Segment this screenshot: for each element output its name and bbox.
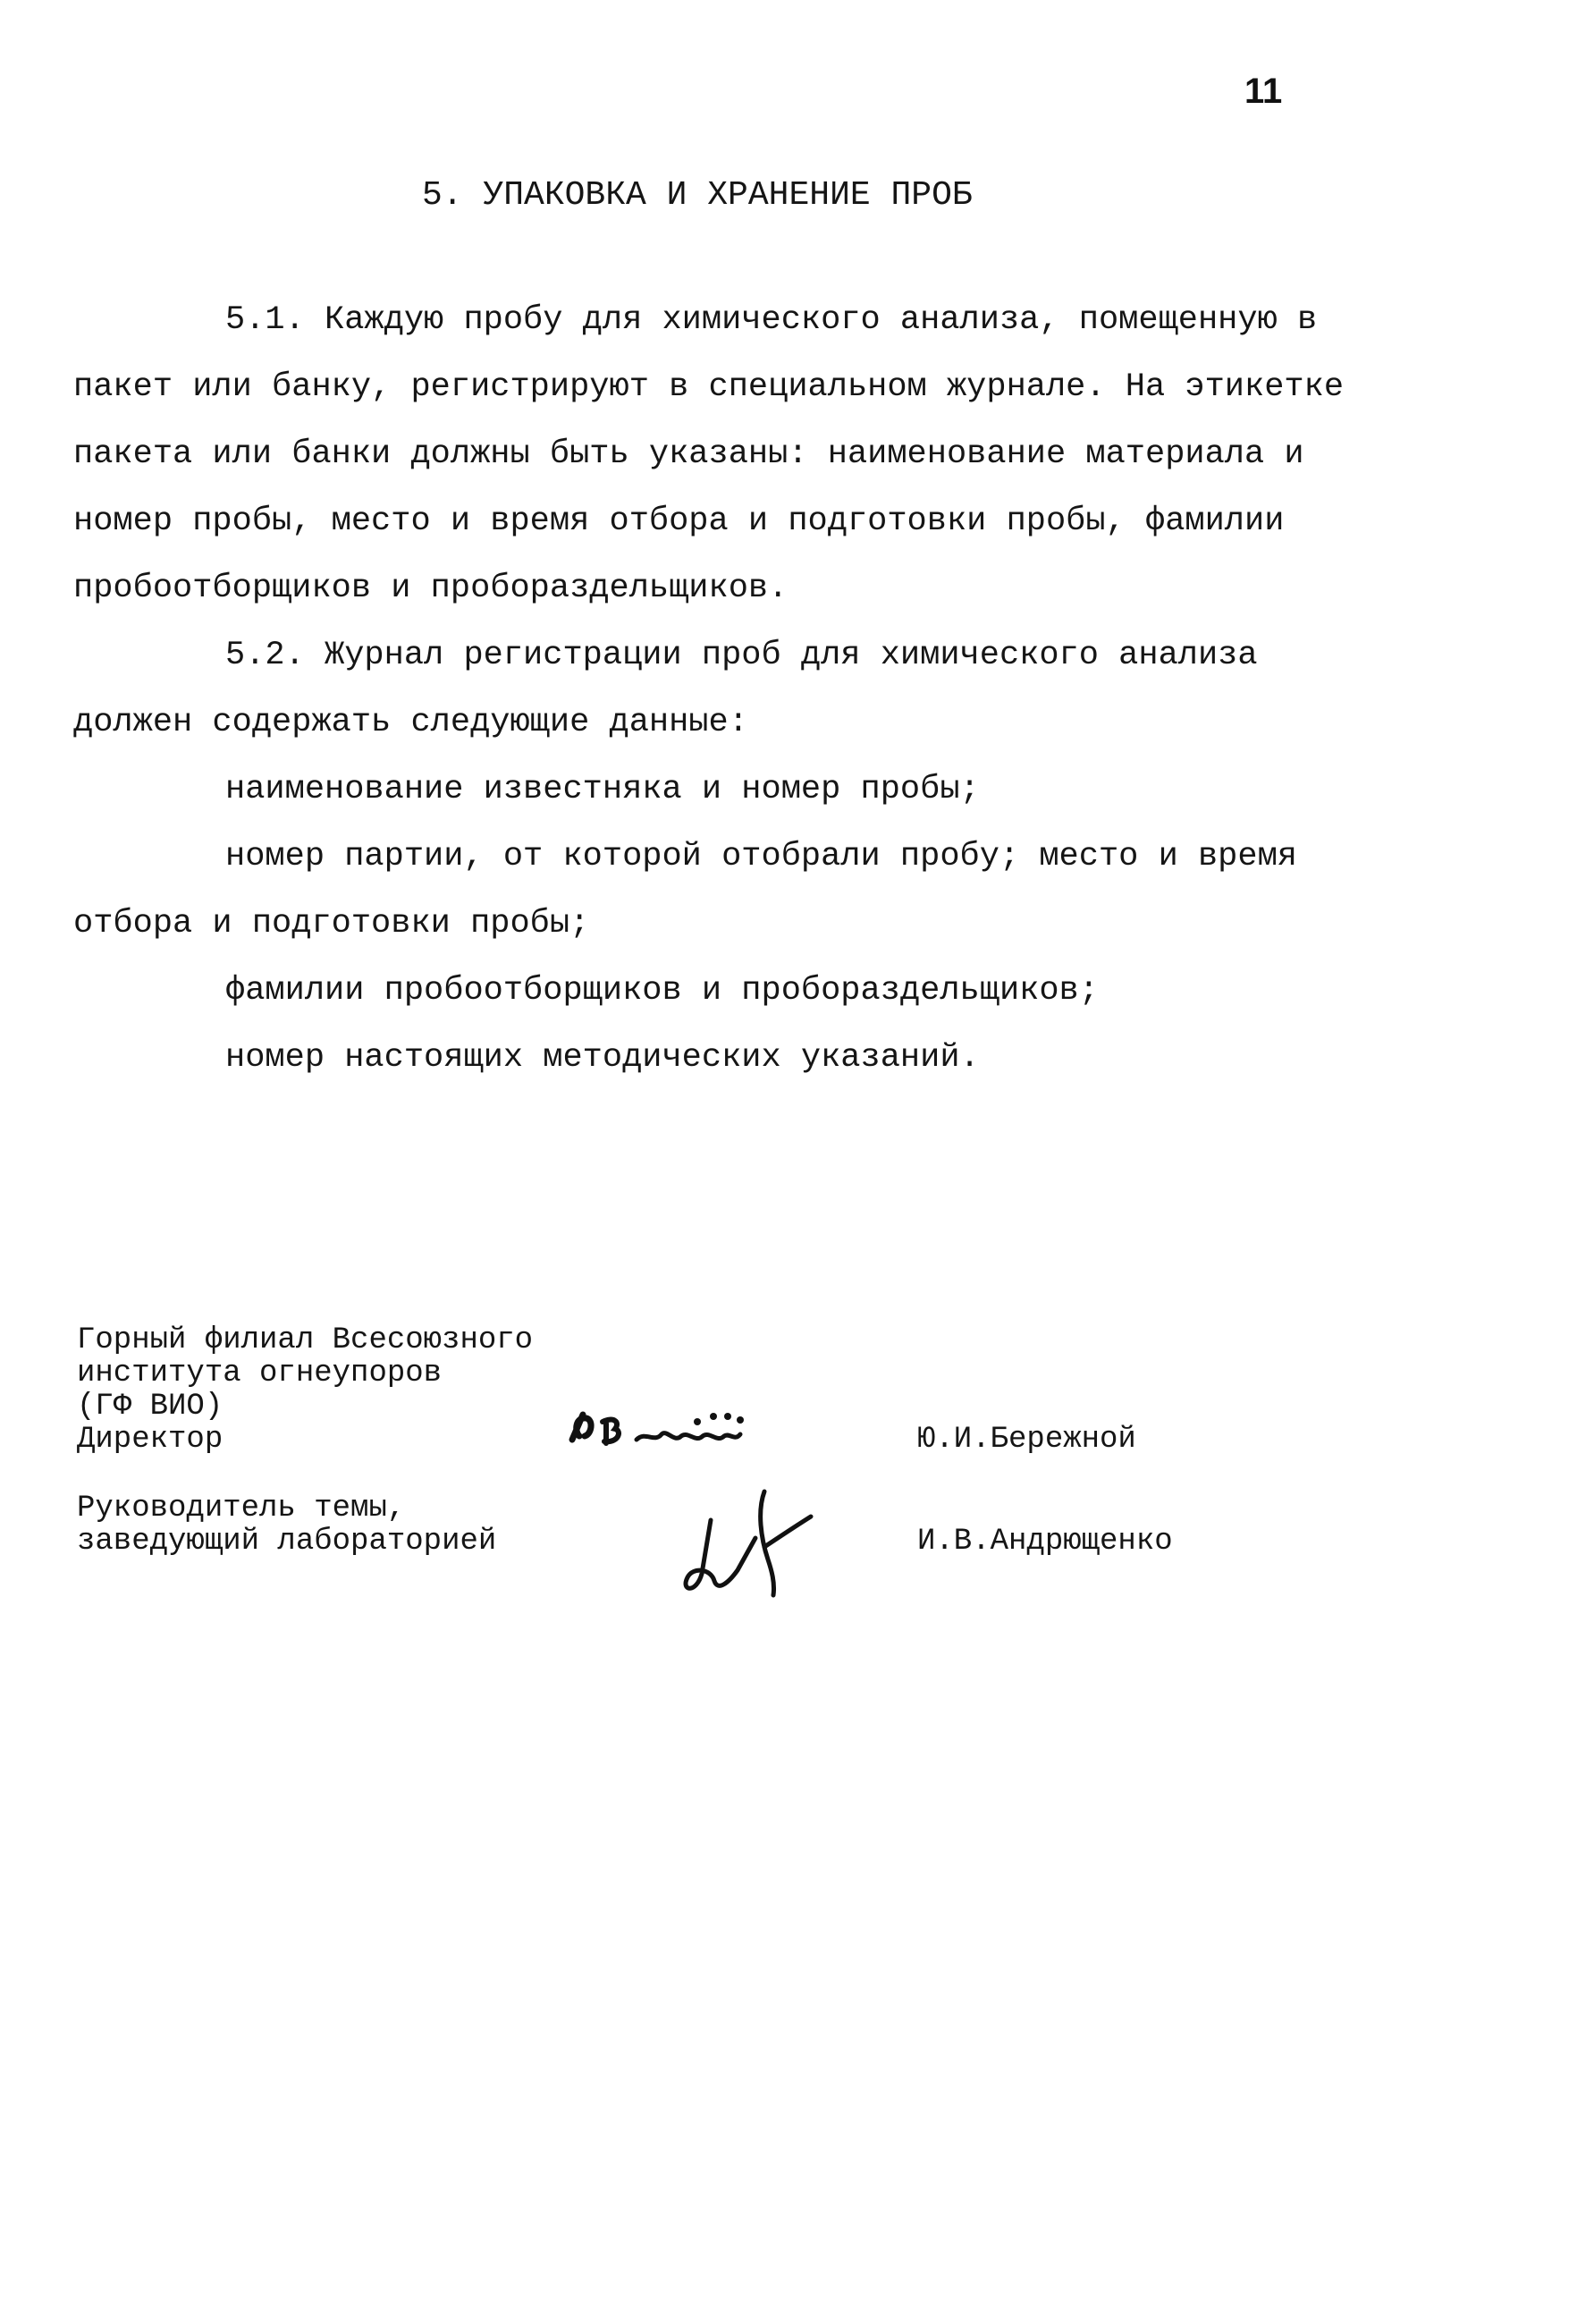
list-item: наименование известняка и номер пробы; — [225, 771, 980, 808]
body-line: 5.1. Каждую пробу для химического анализа, помещенную в — [225, 301, 1318, 339]
director-signature — [563, 1404, 814, 1466]
head-title-line: заведующий лабораторией — [77, 1525, 497, 1559]
org-line: Горный филиал Всесоюзного — [77, 1323, 534, 1357]
list-item: номер настоящих методических указаний. — [225, 1039, 980, 1077]
list-item: фамилии пробоотборщиков и пробораздельщиков; — [225, 972, 1099, 1010]
section-heading: 5. УПАКОВКА И ХРАНЕНИЕ ПРОБ — [422, 176, 973, 215]
org-line: института огнеупоров — [77, 1356, 443, 1390]
body-line: номер пробы, место и время отбора и подготовки пробы, фамилии — [73, 503, 1285, 540]
list-item: номер партии, от которой отобрали пробу; место и время — [225, 838, 1297, 875]
head-name: И.В.Андрющенко — [917, 1525, 1173, 1559]
director-title: Директор — [77, 1423, 223, 1457]
body-line: 5.2. Журнал регистрации проб для химического анализа — [225, 637, 1258, 674]
page-number: 11 — [1244, 72, 1283, 111]
body-line: должен содержать следующие данные: — [73, 704, 748, 741]
body-line: пакета или банки должны быть указаны: наименование материала и — [73, 435, 1304, 473]
list-item-continuation: отбора и подготовки пробы; — [73, 905, 590, 942]
body-line: пробоотборщиков и пробораздельщиков. — [73, 570, 789, 607]
body-line: пакет или банку, регистрируют в специальном журнале. На этикетке — [73, 368, 1345, 406]
org-line: (ГФ ВИО) — [77, 1390, 223, 1424]
head-title-line: Руководитель темы, — [77, 1492, 406, 1525]
director-name: Ю.И.Бережной — [917, 1423, 1136, 1457]
head-signature — [675, 1484, 836, 1601]
